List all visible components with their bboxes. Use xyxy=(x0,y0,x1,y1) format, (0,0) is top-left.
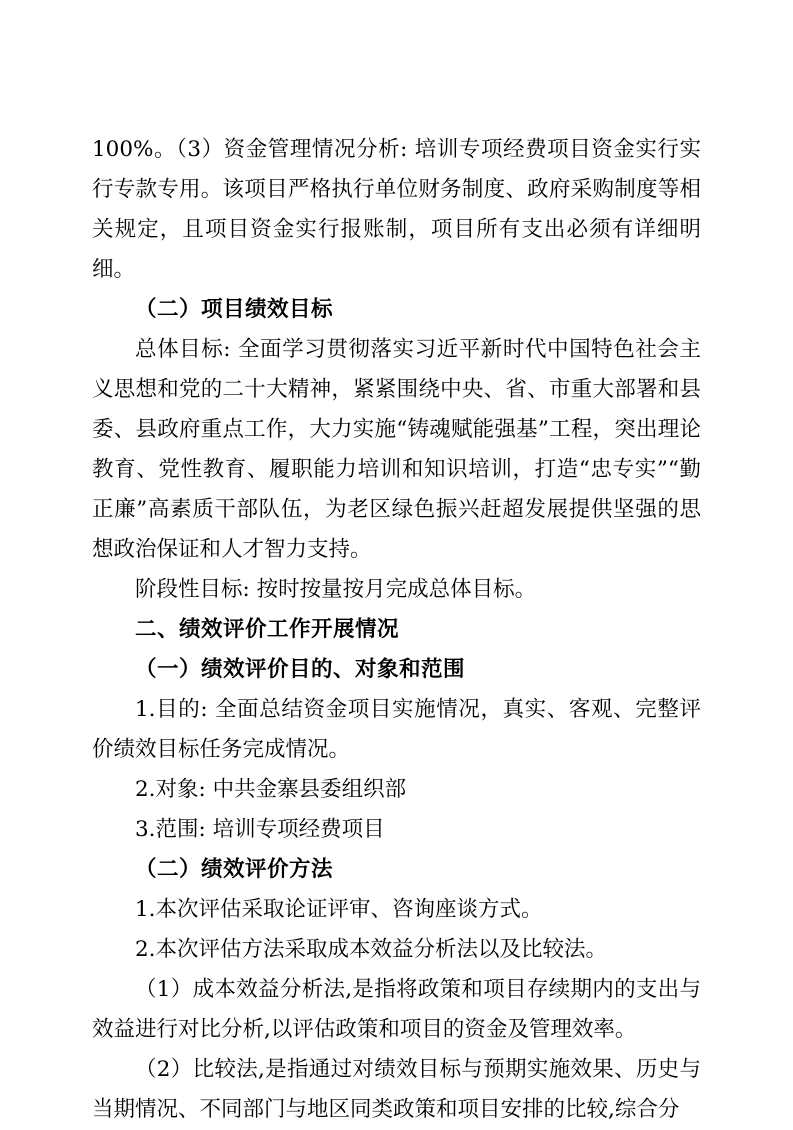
paragraph-purpose: 1.目的: 全面总结资金项目实施情况，真实、客观、完整评价绩效目标任务完成情况。 xyxy=(92,697,701,762)
heading-project-performance-goals: （二）项目绩效目标 xyxy=(135,297,334,322)
paragraph-phased-goal: 阶段性目标: 按时按量按月完成总体目标。 xyxy=(135,577,537,602)
heading-evaluation-method: （二）绩效评价方法 xyxy=(135,857,334,882)
heading-evaluation-purpose-scope: （一）绩效评价目的、对象和范围 xyxy=(135,657,466,682)
paragraph-cost-benefit-analysis: （1）成本效益分析法,是指将政策和项目存续期内的支出与效益进行对比分析,以评估政策和项目的资金及管理效率。 xyxy=(92,977,701,1042)
heading-section-two: 二、绩效评价工作开展情况 xyxy=(135,617,400,642)
paragraph-comparison-method: （2）比较法,是指通过对绩效目标与预期实施效果、历史与当期情况、不同部门与地区同类政策和项目安排的比较,综合分 xyxy=(92,1057,701,1122)
paragraph-overall-goal: 总体目标: 全面学习贯彻落实习近平新时代中国特色社会主义思想和党的二十大精神，紧紧围绕中央、省、市重大部署和县委、县政府重点工作，大力实施“铸魂赋能强基”工程，突出理论教育、党性教育、履职能力培训和知识培训，打造“忠专实”“勤正廉”高素质干部队伍，为老区绿色振兴赶超发展提供坚强的思想政治保证和人才智力支持。 xyxy=(92,337,701,562)
paragraph-method-1: 1.本次评估采取论证评审、咨询座谈方式。 xyxy=(135,897,543,922)
document-body xyxy=(92,130,701,1130)
paragraph-method-2: 2.本次评估方法采取成本效益分析法以及比较法。 xyxy=(135,937,608,962)
paragraph-funding-management: 100%。（3）资金管理情况分析: 培训专项经费项目资金实行实行专款专用。该项目严格执行单位财务制度、政府采购制度等相关规定，且项目资金实行报账制，项目所有支出必须有详细明细。 xyxy=(92,137,701,282)
paragraph-scope: 3.范围: 培训专项经费项目 xyxy=(135,817,385,842)
paragraph-object: 2.对象: 中共金寨县委组织部 xyxy=(135,777,407,802)
